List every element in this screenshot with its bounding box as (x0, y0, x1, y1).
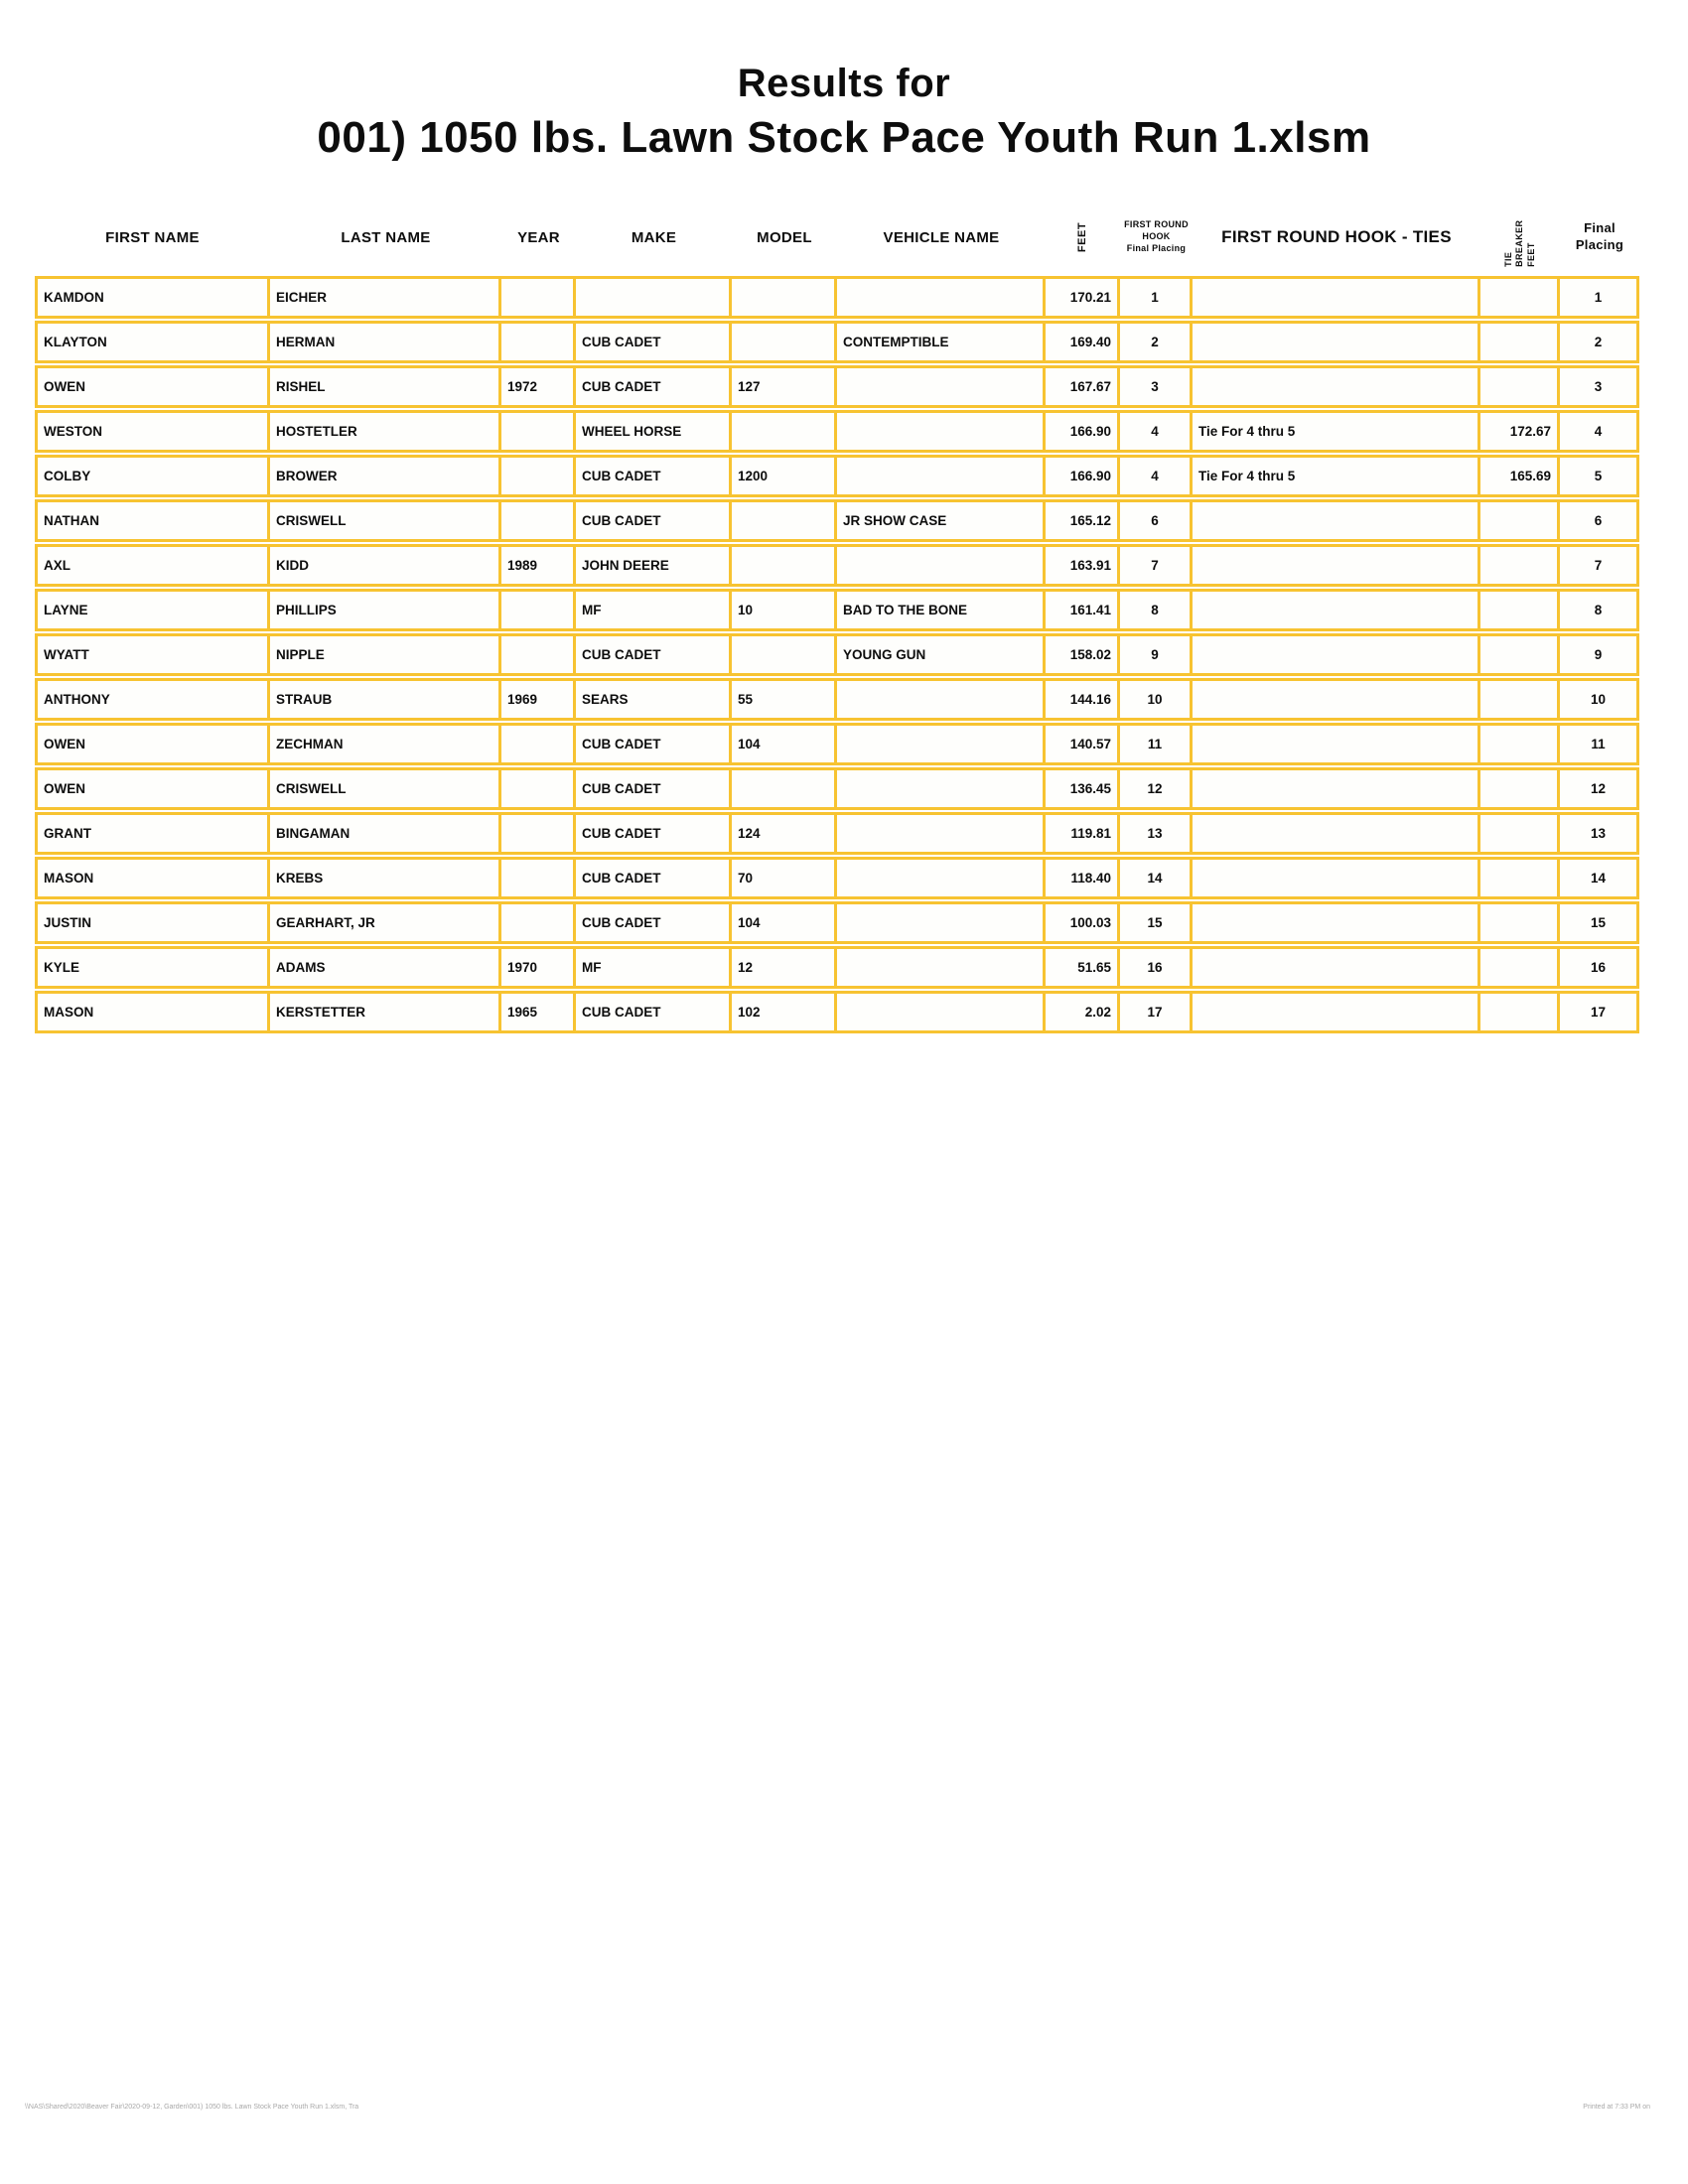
cell-model (732, 321, 837, 363)
cell-year: 1965 (501, 991, 576, 1033)
cell-feet: 170.21 (1046, 276, 1120, 319)
cell-model: 55 (732, 678, 837, 721)
cell-vehicle-name: JR SHOW CASE (837, 499, 1046, 542)
cell-frh-final-placing: 9 (1120, 633, 1193, 676)
table-row (35, 812, 1639, 855)
cell-tie-breaker-feet (1480, 812, 1560, 855)
cell-make: CUB CADET (576, 723, 732, 765)
cell-first-name: NATHAN (35, 499, 270, 542)
cell-final-placing: 14 (1560, 857, 1639, 899)
cell-first-name: KAMDON (35, 276, 270, 319)
cell-feet: 167.67 (1046, 365, 1120, 408)
cell-first-name: WESTON (35, 410, 270, 453)
cell-ties (1193, 544, 1480, 587)
header-first-round-hook-ties: FIRST ROUND HOOK - TIES (1193, 201, 1480, 274)
cell-model (732, 544, 837, 587)
cell-last-name: KERSTETTER (270, 991, 501, 1033)
cell-frh-final-placing: 6 (1120, 499, 1193, 542)
cell-feet: 161.41 (1046, 589, 1120, 631)
cell-tie-breaker-feet (1480, 991, 1560, 1033)
cell-last-name: CRISWELL (270, 767, 501, 810)
cell-frh-final-placing: 14 (1120, 857, 1193, 899)
cell-first-name: JUSTIN (35, 901, 270, 944)
cell-frh-final-placing: 16 (1120, 946, 1193, 989)
cell-model: 104 (732, 901, 837, 944)
cell-final-placing: 1 (1560, 276, 1639, 319)
header-year: YEAR (501, 201, 576, 274)
table-row (35, 321, 1639, 363)
header-first-name: FIRST NAME (35, 201, 270, 274)
cell-ties (1193, 991, 1480, 1033)
cell-make: SEARS (576, 678, 732, 721)
cell-ties (1193, 276, 1480, 319)
cell-ties (1193, 767, 1480, 810)
table-row (35, 723, 1639, 765)
cell-first-name: AXL (35, 544, 270, 587)
header-feet-rotated (1046, 201, 1120, 274)
cell-final-placing: 16 (1560, 946, 1639, 989)
cell-last-name: HOSTETLER (270, 410, 501, 453)
cell-tie-breaker-feet (1480, 633, 1560, 676)
table-row (35, 946, 1639, 989)
cell-ties (1193, 857, 1480, 899)
cell-ties (1193, 589, 1480, 631)
cell-last-name: HERMAN (270, 321, 501, 363)
cell-final-placing: 2 (1560, 321, 1639, 363)
header-final-placing: Final Placing (1560, 201, 1639, 274)
cell-feet: 51.65 (1046, 946, 1120, 989)
cell-year: 1972 (501, 365, 576, 408)
cell-make: MF (576, 589, 732, 631)
cell-vehicle-name: YOUNG GUN (837, 633, 1046, 676)
cell-vehicle-name (837, 812, 1046, 855)
cell-final-placing: 13 (1560, 812, 1639, 855)
cell-vehicle-name (837, 901, 1046, 944)
cell-frh-final-placing: 1 (1120, 276, 1193, 319)
cell-frh-final-placing: 3 (1120, 365, 1193, 408)
cell-model: 12 (732, 946, 837, 989)
cell-year (501, 455, 576, 497)
table-row (35, 678, 1639, 721)
cell-ties (1193, 901, 1480, 944)
cell-last-name: ZECHMAN (270, 723, 501, 765)
table-row (35, 410, 1639, 453)
table-row (35, 991, 1639, 1033)
cell-last-name: KIDD (270, 544, 501, 587)
cell-year (501, 723, 576, 765)
cell-make: CUB CADET (576, 365, 732, 408)
table-row (35, 276, 1639, 319)
cell-make: CUB CADET (576, 633, 732, 676)
cell-tie-breaker-feet: 172.67 (1480, 410, 1560, 453)
table-row (35, 365, 1639, 408)
table-row (35, 857, 1639, 899)
cell-year (501, 589, 576, 631)
table-row (35, 499, 1639, 542)
cell-tie-breaker-feet (1480, 589, 1560, 631)
cell-feet: 169.40 (1046, 321, 1120, 363)
cell-first-name: GRANT (35, 812, 270, 855)
header-feet-label: FEET (1076, 221, 1089, 253)
cell-vehicle-name: CONTEMPTIBLE (837, 321, 1046, 363)
cell-frh-final-placing: 10 (1120, 678, 1193, 721)
cell-tie-breaker-feet (1480, 321, 1560, 363)
cell-ties (1193, 678, 1480, 721)
table-row (35, 455, 1639, 497)
cell-make: CUB CADET (576, 455, 732, 497)
cell-ties (1193, 321, 1480, 363)
header-last-name: LAST NAME (270, 201, 501, 274)
cell-feet: 100.03 (1046, 901, 1120, 944)
table-row (35, 901, 1639, 944)
header-tie-breaker-feet-rotated (1480, 201, 1560, 274)
cell-final-placing: 4 (1560, 410, 1639, 453)
cell-model (732, 499, 837, 542)
results-table (35, 199, 1639, 1035)
cell-frh-final-placing: 7 (1120, 544, 1193, 587)
cell-last-name: KREBS (270, 857, 501, 899)
cell-year (501, 633, 576, 676)
footer-file-path: \\NAS\Shared\2020\Beaver Fair\2020-09-12, Garden\001) 1050 lbs. Lawn Stock Pace Youth Run 1.xlsm, Tra (25, 2104, 359, 2111)
cell-last-name: CRISWELL (270, 499, 501, 542)
cell-final-placing: 12 (1560, 767, 1639, 810)
cell-last-name: ADAMS (270, 946, 501, 989)
header-make: MAKE (576, 201, 732, 274)
table-row (35, 544, 1639, 587)
cell-model: 124 (732, 812, 837, 855)
cell-tie-breaker-feet (1480, 723, 1560, 765)
cell-model (732, 767, 837, 810)
cell-vehicle-name (837, 857, 1046, 899)
cell-vehicle-name (837, 544, 1046, 587)
cell-first-name: MASON (35, 991, 270, 1033)
header-vehicle-name: VEHICLE NAME (837, 201, 1046, 274)
cell-first-name: OWEN (35, 767, 270, 810)
cell-make: CUB CADET (576, 857, 732, 899)
cell-frh-final-placing: 4 (1120, 410, 1193, 453)
cell-last-name: BINGAMAN (270, 812, 501, 855)
cell-year (501, 321, 576, 363)
cell-tie-breaker-feet (1480, 544, 1560, 587)
cell-final-placing: 7 (1560, 544, 1639, 587)
cell-final-placing: 17 (1560, 991, 1639, 1033)
cell-tie-breaker-feet (1480, 946, 1560, 989)
cell-vehicle-name (837, 276, 1046, 319)
results-table-body (35, 276, 1639, 1033)
cell-feet: 136.45 (1046, 767, 1120, 810)
cell-year (501, 901, 576, 944)
cell-feet: 166.90 (1046, 410, 1120, 453)
table-row (35, 589, 1639, 631)
cell-model: 10 (732, 589, 837, 631)
cell-feet: 144.16 (1046, 678, 1120, 721)
cell-last-name: STRAUB (270, 678, 501, 721)
page-title-line1: Results for (737, 62, 951, 105)
cell-last-name: BROWER (270, 455, 501, 497)
cell-make: WHEEL HORSE (576, 410, 732, 453)
cell-tie-breaker-feet (1480, 678, 1560, 721)
cell-first-name: MASON (35, 857, 270, 899)
cell-model: 104 (732, 723, 837, 765)
cell-ties (1193, 365, 1480, 408)
cell-tie-breaker-feet (1480, 365, 1560, 408)
cell-tie-breaker-feet: 165.69 (1480, 455, 1560, 497)
cell-final-placing: 11 (1560, 723, 1639, 765)
cell-first-name: WYATT (35, 633, 270, 676)
cell-year (501, 767, 576, 810)
cell-model (732, 633, 837, 676)
cell-feet: 140.57 (1046, 723, 1120, 765)
cell-tie-breaker-feet (1480, 499, 1560, 542)
cell-feet: 158.02 (1046, 633, 1120, 676)
cell-year (501, 812, 576, 855)
cell-last-name: PHILLIPS (270, 589, 501, 631)
header-model: MODEL (732, 201, 837, 274)
cell-year: 1989 (501, 544, 576, 587)
cell-feet: 119.81 (1046, 812, 1120, 855)
cell-final-placing: 5 (1560, 455, 1639, 497)
page-title-line2: 001) 1050 lbs. Lawn Stock Pace Youth Run 1.xlsm (317, 113, 1371, 162)
header-first-round-hook (1120, 201, 1193, 274)
cell-feet: 165.12 (1046, 499, 1120, 542)
cell-first-name: KYLE (35, 946, 270, 989)
cell-frh-final-placing: 13 (1120, 812, 1193, 855)
cell-frh-final-placing: 12 (1120, 767, 1193, 810)
cell-make: CUB CADET (576, 321, 732, 363)
header-first-round-hook-title: FIRST ROUND HOOK (1124, 219, 1189, 242)
cell-first-name: LAYNE (35, 589, 270, 631)
cell-first-name: ANTHONY (35, 678, 270, 721)
cell-model (732, 276, 837, 319)
header-first-round-hook-sub: Final Placing (1126, 242, 1187, 253)
cell-final-placing: 9 (1560, 633, 1639, 676)
cell-final-placing: 8 (1560, 589, 1639, 631)
cell-model: 1200 (732, 455, 837, 497)
cell-year (501, 410, 576, 453)
cell-vehicle-name: BAD TO THE BONE (837, 589, 1046, 631)
cell-make: JOHN DEERE (576, 544, 732, 587)
cell-frh-final-placing: 4 (1120, 455, 1193, 497)
cell-final-placing: 10 (1560, 678, 1639, 721)
cell-vehicle-name (837, 455, 1046, 497)
cell-vehicle-name (837, 410, 1046, 453)
cell-year: 1969 (501, 678, 576, 721)
cell-make: CUB CADET (576, 767, 732, 810)
cell-feet: 118.40 (1046, 857, 1120, 899)
cell-year (501, 499, 576, 542)
cell-make: MF (576, 946, 732, 989)
cell-model: 127 (732, 365, 837, 408)
cell-frh-final-placing: 8 (1120, 589, 1193, 631)
cell-final-placing: 15 (1560, 901, 1639, 944)
cell-first-name: OWEN (35, 723, 270, 765)
cell-vehicle-name (837, 767, 1046, 810)
cell-vehicle-name (837, 991, 1046, 1033)
cell-vehicle-name (837, 678, 1046, 721)
cell-year: 1970 (501, 946, 576, 989)
cell-final-placing: 3 (1560, 365, 1639, 408)
cell-feet: 2.02 (1046, 991, 1120, 1033)
cell-make (576, 276, 732, 319)
cell-first-name: KLAYTON (35, 321, 270, 363)
cell-feet: 163.91 (1046, 544, 1120, 587)
cell-feet: 166.90 (1046, 455, 1120, 497)
cell-tie-breaker-feet (1480, 901, 1560, 944)
cell-model (732, 410, 837, 453)
cell-vehicle-name (837, 365, 1046, 408)
cell-frh-final-placing: 2 (1120, 321, 1193, 363)
cell-last-name: RISHEL (270, 365, 501, 408)
cell-model: 70 (732, 857, 837, 899)
results-table-header (35, 201, 1639, 274)
cell-tie-breaker-feet (1480, 857, 1560, 899)
cell-ties: Tie For 4 thru 5 (1193, 455, 1480, 497)
cell-vehicle-name (837, 723, 1046, 765)
cell-last-name: GEARHART, JR (270, 901, 501, 944)
cell-tie-breaker-feet (1480, 276, 1560, 319)
cell-vehicle-name (837, 946, 1046, 989)
header-tie-breaker-feet-label: TIE BREAKER FEET (1503, 219, 1536, 267)
cell-ties: Tie For 4 thru 5 (1193, 410, 1480, 453)
cell-final-placing: 6 (1560, 499, 1639, 542)
cell-make: CUB CADET (576, 901, 732, 944)
cell-ties (1193, 946, 1480, 989)
table-row (35, 767, 1639, 810)
cell-make: CUB CADET (576, 812, 732, 855)
cell-frh-final-placing: 15 (1120, 901, 1193, 944)
cell-make: CUB CADET (576, 499, 732, 542)
cell-first-name: COLBY (35, 455, 270, 497)
cell-model: 102 (732, 991, 837, 1033)
cell-year (501, 276, 576, 319)
cell-frh-final-placing: 11 (1120, 723, 1193, 765)
table-row (35, 633, 1639, 676)
footer-printed-timestamp: Printed at 7:33 PM on (1583, 2104, 1650, 2111)
cell-ties (1193, 499, 1480, 542)
cell-last-name: EICHER (270, 276, 501, 319)
cell-frh-final-placing: 17 (1120, 991, 1193, 1033)
cell-first-name: OWEN (35, 365, 270, 408)
cell-ties (1193, 633, 1480, 676)
cell-ties (1193, 812, 1480, 855)
cell-last-name: NIPPLE (270, 633, 501, 676)
cell-ties (1193, 723, 1480, 765)
header-row (35, 201, 1639, 274)
cell-year (501, 857, 576, 899)
cell-make: CUB CADET (576, 991, 732, 1033)
cell-tie-breaker-feet (1480, 767, 1560, 810)
